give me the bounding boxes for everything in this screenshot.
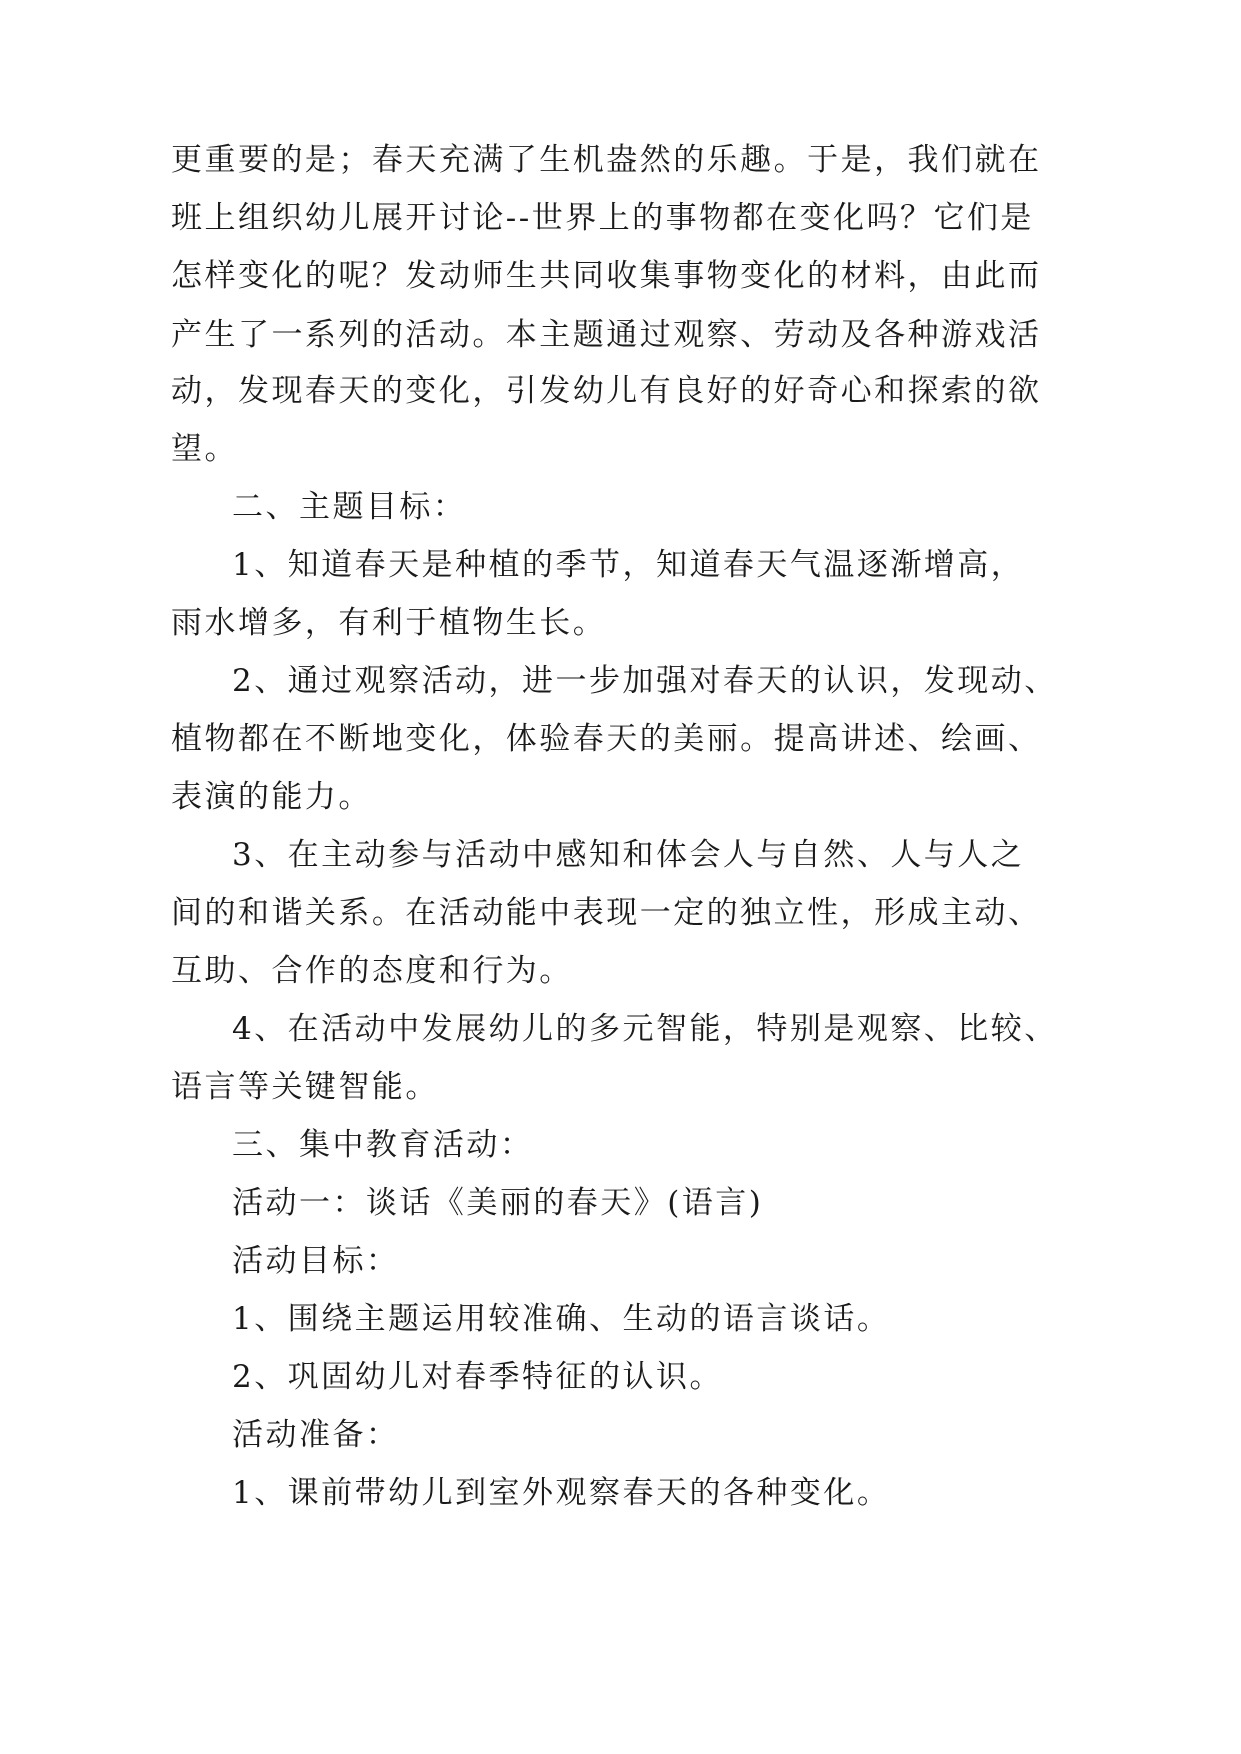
text-line: 1、围绕主题运用较准确、生动的语言谈话。 (232, 1301, 891, 1337)
subheading: 活动目标： (232, 1243, 400, 1279)
text-line: 动，发现春天的变化，引发幼儿有良好的好奇心和探索的欲 (171, 373, 1042, 409)
activity-title: 活动一：谈话《美丽的春天》(语言) (232, 1185, 764, 1221)
text-line: 班上组织幼儿展开讨论--世界上的事物都在变化吗？它们是 (171, 200, 1034, 236)
text-line: 1、课前带幼儿到室外观察春天的各种变化。 (232, 1475, 891, 1511)
text-line: 1、知道春天是种植的季节，知道春天气温逐渐增高， (232, 547, 1025, 583)
subheading: 活动准备： (232, 1417, 400, 1453)
text-line: 互助、合作的态度和行为。 (171, 953, 573, 989)
text-line: 间的和谐关系。在活动能中表现一定的独立性，形成主动、 (171, 895, 1042, 931)
text-line: 怎样变化的呢？发动师生共同收集事物变化的材料，由此而 (171, 258, 1042, 294)
text-line: 雨水增多，有利于植物生长。 (171, 605, 607, 641)
section-heading: 二、主题目标： (232, 489, 467, 525)
text-line: 2、巩固幼儿对春季特征的认识。 (232, 1359, 723, 1395)
text-line: 更重要的是；春天充满了生机盎然的乐趣。于是，我们就在 (171, 142, 1042, 178)
text-line: 4、在活动中发展幼儿的多元智能，特别是观察、比较、 (232, 1011, 1058, 1047)
text-line: 2、通过观察活动，进一步加强对春天的认识，发现动、 (232, 663, 1058, 699)
section-heading: 三、集中教育活动： (232, 1127, 534, 1163)
text-line: 表演的能力。 (171, 779, 372, 815)
text-line: 望。 (171, 431, 238, 467)
text-line: 3、在主动参与活动中感知和体会人与自然、人与人之 (232, 837, 1025, 873)
text-line: 语言等关键智能。 (171, 1069, 439, 1105)
text-line: 产生了一系列的活动。本主题通过观察、劳动及各种游戏活 (171, 317, 1042, 353)
text-line: 植物都在不断地变化，体验春天的美丽。提高讲述、绘画、 (171, 721, 1042, 757)
